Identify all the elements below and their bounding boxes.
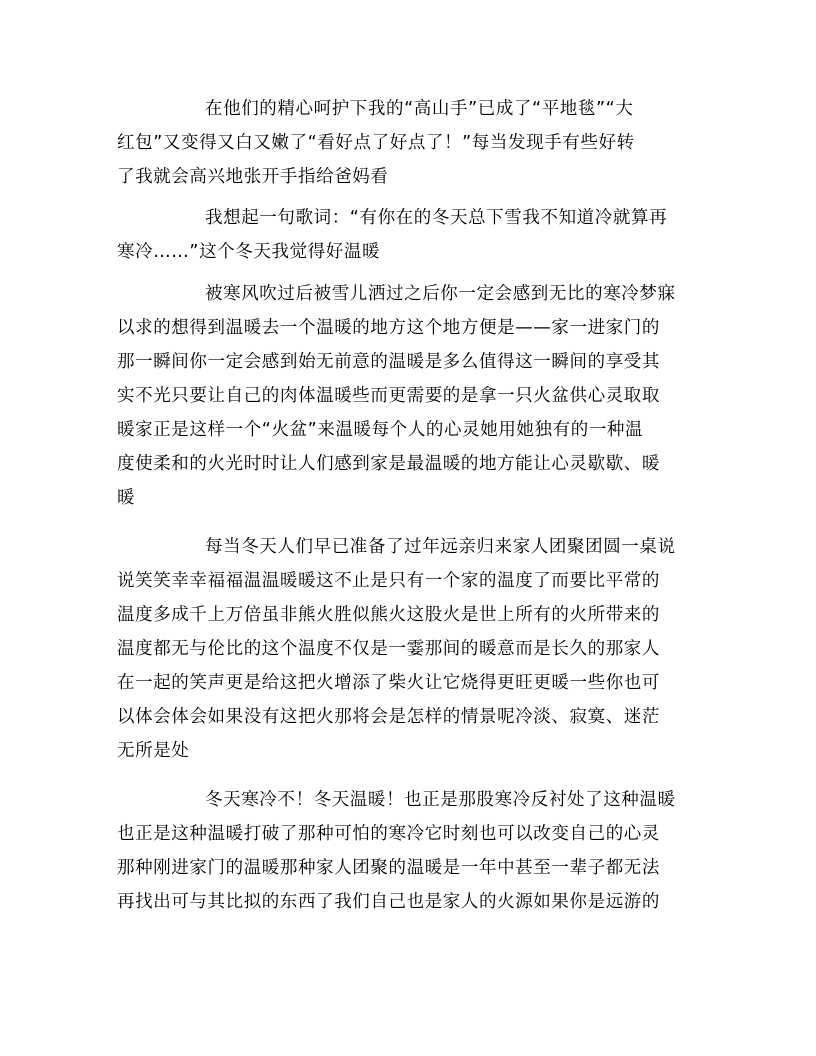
text-line: 实不光只要让自己的肉体温暖些而更需要的是拿一只火盆供心灵取取 bbox=[117, 386, 660, 406]
text-line: 温度都无与伦比的这个温度不仅是一霎那间的暖意而是长久的那家人 bbox=[117, 639, 660, 659]
text-line: 在一起的笑声更是给这把火增添了柴火让它烧得更旺更暖一些你也可 bbox=[117, 673, 660, 693]
text-line: 暖 bbox=[117, 488, 136, 508]
text-line: 暖家正是这样一个“火盆”来温暖每个人的心灵她用她独有的一种温 bbox=[117, 420, 644, 440]
text-line: 在他们的精心呵护下我的“高山手”已成了“平地毯”“大 bbox=[205, 99, 634, 119]
text-line: 寒冷……”这个冬天我觉得好温暖 bbox=[117, 242, 381, 262]
text-line: 说笑笑幸幸福福温温暖暖这不止是只有一个家的温度了而要比平常的 bbox=[117, 571, 660, 591]
text-line: 以求的想得到温暖去一个温暖的地方这个地方便是——家一进家门的 bbox=[117, 318, 660, 338]
text-line: 被寒风吹过后被雪儿洒过之后你一定会感到无比的寒冷梦寐 bbox=[205, 284, 676, 304]
text-line: 温度多成千上万倍虽非熊火胜似熊火这股火是世上所有的火所带来的 bbox=[117, 605, 660, 625]
text-line: 无所是处 bbox=[117, 741, 190, 761]
text-line: 以体会体会如果没有这把火那将会是怎样的情景呢冷淡、寂寞、迷茫 bbox=[117, 707, 660, 727]
text-line: 了我就会高兴地张开手指给爸妈看 bbox=[117, 167, 389, 187]
text-line: 红包”又变得又白又嫩了“看好点了好点了！”每当发现手有些好转 bbox=[117, 133, 635, 153]
text-line: 每当冬天人们早已准备了过年远亲归来家人团聚团圆一桌说 bbox=[205, 537, 676, 557]
text-line: 那种刚进家门的温暖那种家人团聚的温暖是一年中甚至一辈子都无法 bbox=[117, 858, 660, 878]
text-line: 度使柔和的火光时时让人们感到家是最温暖的地方能让心灵歇歇、暖 bbox=[117, 454, 660, 474]
text-line: 也正是这种温暖打破了那种可怕的寒冷它时刻也可以改变自己的心灵 bbox=[117, 824, 660, 844]
text-line: 冬天寒冷不！冬天温暖！也正是那股寒冷反衬处了这种温暖 bbox=[205, 790, 676, 810]
text-line: 那一瞬间你一定会感到始无前意的温暖是多么值得这一瞬间的享受其 bbox=[117, 352, 660, 372]
text-line: 再找出可与其比拟的东西了我们自己也是家人的火源如果你是远游的 bbox=[117, 892, 660, 912]
text-line: 我想起一句歌词：“有你在的冬天总下雪我不知道冷就算再 bbox=[205, 208, 668, 228]
